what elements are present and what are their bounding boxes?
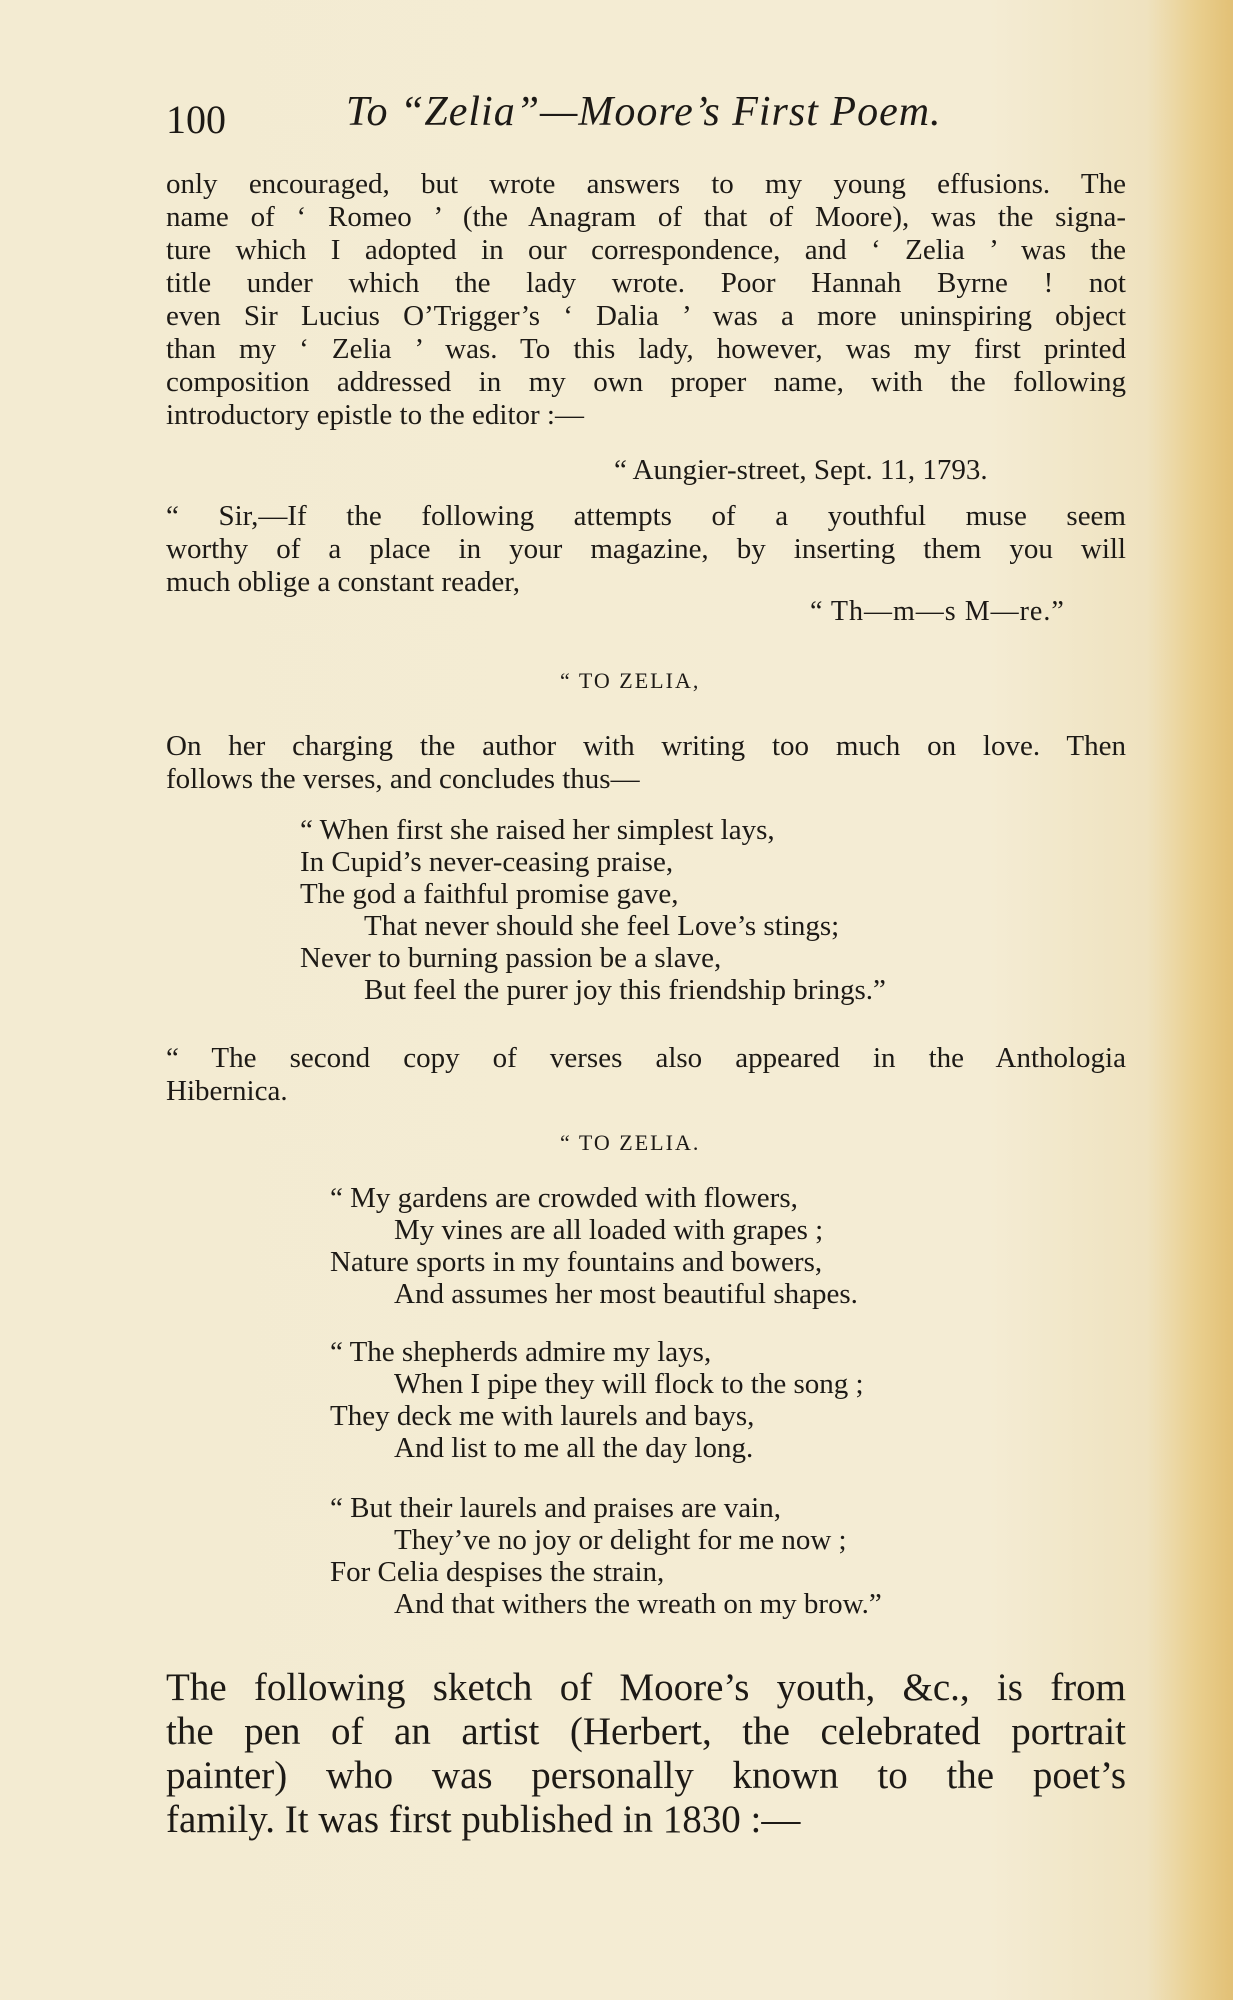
running-head: To “Zelia”—Moore’s First Poem. — [346, 89, 942, 135]
text-line: ture which I adopted in our correspondence, and ‘ Zelia ’ was the — [166, 234, 1126, 266]
text-line: only encouraged, but wrote answers to my young effusions. The — [166, 168, 1126, 200]
text-line: follows the verses, and concludes thus— — [166, 763, 640, 795]
text-line: much oblige a constant reader, — [166, 566, 520, 598]
text-line: than my ‘ Zelia ’ was. To this lady, however, was my first printed — [166, 333, 1126, 365]
poem-heading-to-zelia-1: “ TO ZELIA, — [560, 668, 701, 693]
text-line: family. It was first published in 1830 :— — [166, 1798, 801, 1841]
verse-line: “ My gardens are crowded with flowers, — [330, 1182, 798, 1214]
verse-line: That never should she feel Love’s stings; — [364, 910, 840, 942]
text-line: painter) who was personally known to the poet’s — [166, 1754, 1126, 1797]
verse-line: And that withers the wreath on my brow.” — [394, 1588, 882, 1620]
text-line: “ The second copy of verses also appeared in the Anthologia — [166, 1042, 1126, 1074]
verse-line: “ When first she raised her simplest lays, — [300, 814, 775, 846]
verse-stanza-1 — [330, 1182, 858, 1310]
poem-heading-to-zelia-2: “ TO ZELIA. — [560, 1130, 701, 1155]
paragraph-recollection — [166, 168, 1126, 432]
verse-line: And list to me all the day long. — [394, 1432, 754, 1464]
text-line: composition addressed in my own proper name, with the following — [166, 366, 1126, 398]
page-number: 100 — [166, 97, 226, 142]
verse-line: And assumes her most beautiful shapes. — [394, 1278, 858, 1310]
text-line: worthy of a place in your magazine, by inserting them you will — [166, 533, 1126, 565]
paragraph-letter-to-editor — [166, 500, 1126, 599]
paragraph-herbert-sketch — [166, 1666, 1126, 1842]
verse-line: But feel the purer joy this friendship brings.” — [364, 974, 886, 1006]
letter-signature: “ Th—m—s M—re.” — [810, 596, 1065, 627]
verse-first-poem — [300, 814, 886, 1006]
verse-line: “ But their laurels and praises are vain, — [330, 1492, 781, 1524]
verse-line: The god a faithful promise gave, — [300, 878, 679, 910]
text-line: Hibernica. — [166, 1075, 288, 1107]
text-line: the pen of an artist (Herbert, the celebrated portrait — [166, 1710, 1126, 1753]
verse-line: “ The shepherds admire my lays, — [330, 1336, 712, 1368]
verse-line: In Cupid’s never-ceasing praise, — [300, 846, 674, 878]
text-line: title under which the lady wrote. Poor Hannah Byrne ! not — [166, 267, 1126, 299]
text-line: On her charging the author with writing too much on love. Then — [166, 730, 1126, 762]
text-line: The following sketch of Moore’s youth, &c., is from — [166, 1666, 1126, 1709]
verse-line: My vines are all loaded with grapes ; — [394, 1214, 824, 1246]
letter-dateline: “ Aungier-street, Sept. 11, 1793. — [614, 454, 988, 486]
page-header — [166, 88, 1066, 148]
verse-line: They deck me with laurels and bays, — [330, 1400, 755, 1432]
verse-line: When I pipe they will flock to the song ; — [394, 1368, 864, 1400]
text-line: introductory epistle to the editor :— — [166, 399, 584, 431]
text-line: “ Sir,—If the following attempts of a youthful muse seem — [166, 500, 1126, 532]
text-line: name of ‘ Romeo ’ (the Anagram of that of Moore), was the signa- — [166, 201, 1126, 233]
verse-line: For Celia despises the strain, — [330, 1556, 665, 1588]
verse-stanza-3 — [330, 1492, 882, 1620]
text-line: even Sir Lucius O’Trigger’s ‘ Dalia ’ was a more uninspiring object — [166, 300, 1126, 332]
paragraph-charging-author — [166, 730, 1126, 796]
verse-line: They’ve no joy or delight for me now ; — [394, 1524, 847, 1556]
paragraph-second-copy — [166, 1042, 1126, 1108]
verse-stanza-2 — [330, 1336, 864, 1464]
verse-line: Nature sports in my fountains and bowers, — [330, 1246, 823, 1278]
verse-line: Never to burning passion be a slave, — [300, 942, 722, 974]
